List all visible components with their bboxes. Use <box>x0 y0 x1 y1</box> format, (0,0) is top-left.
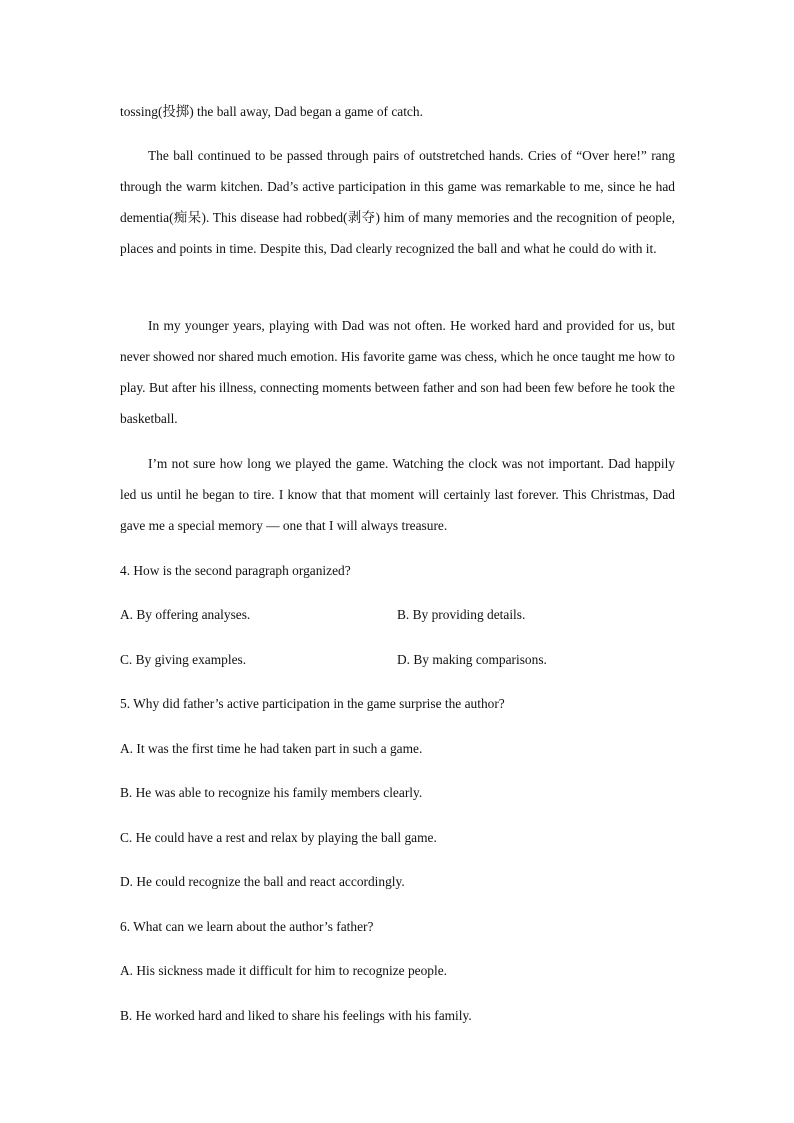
question-4-option-c: C. By giving examples. <box>120 652 247 667</box>
document-page <box>120 0 675 1123</box>
question-6-stem: 6. What can we learn about the author’s father? <box>120 919 374 934</box>
question-5-option-b: B. He was able to recognize his family members clearly. <box>120 785 423 800</box>
passage-paragraph-4: I’m not sure how long we played the game. Watching the clock was not important. Dad happily led us until he began to tire. I know that that moment will certainly last forever. This Christmas, Dad gave me a special memory — one that I will always treasure. <box>120 456 675 533</box>
question-5-option-d: D. He could recognize the ball and react accordingly. <box>120 874 405 889</box>
question-5-option-c: C. He could have a rest and relax by playing the ball game. <box>120 830 437 845</box>
question-6-option-b: B. He worked hard and liked to share his feelings with his family. <box>120 1008 472 1023</box>
question-6-option-a: A. His sickness made it difficult for him to recognize people. <box>120 963 447 978</box>
passage-paragraph-2: The ball continued to be passed through pairs of outstretched hands. Cries of “Over here!” rang through the warm kitchen. Dad’s active participation in this game was remarkable to me, since he had dementia(痴呆). This disease had robbed(剥夺) him of many memories and the recognition of people, places and points in time. Despite this, Dad clearly recognized the ball and what he could do with it. <box>120 148 675 256</box>
question-4-option-a: A. By offering analyses. <box>120 607 251 622</box>
question-5-option-a: A. It was the first time he had taken part in such a game. <box>120 741 423 756</box>
passage-paragraph-3: In my younger years, playing with Dad was not often. He worked hard and provided for us, but never showed nor shared much emotion. His favorite game was chess, which he once taught me how to play. But after his illness, connecting moments between father and son had been few before he took the basketball. <box>120 318 675 426</box>
question-4-stem: 4. How is the second paragraph organized? <box>120 563 351 578</box>
question-4-option-d: D. By making comparisons. <box>397 652 547 667</box>
question-4-option-b: B. By providing details. <box>397 607 526 622</box>
question-5-stem: 5. Why did father’s active participation in the game surprise the author? <box>120 696 505 711</box>
passage-continuation-line: tossing(投掷) the ball away, Dad began a game of catch. <box>120 104 423 119</box>
